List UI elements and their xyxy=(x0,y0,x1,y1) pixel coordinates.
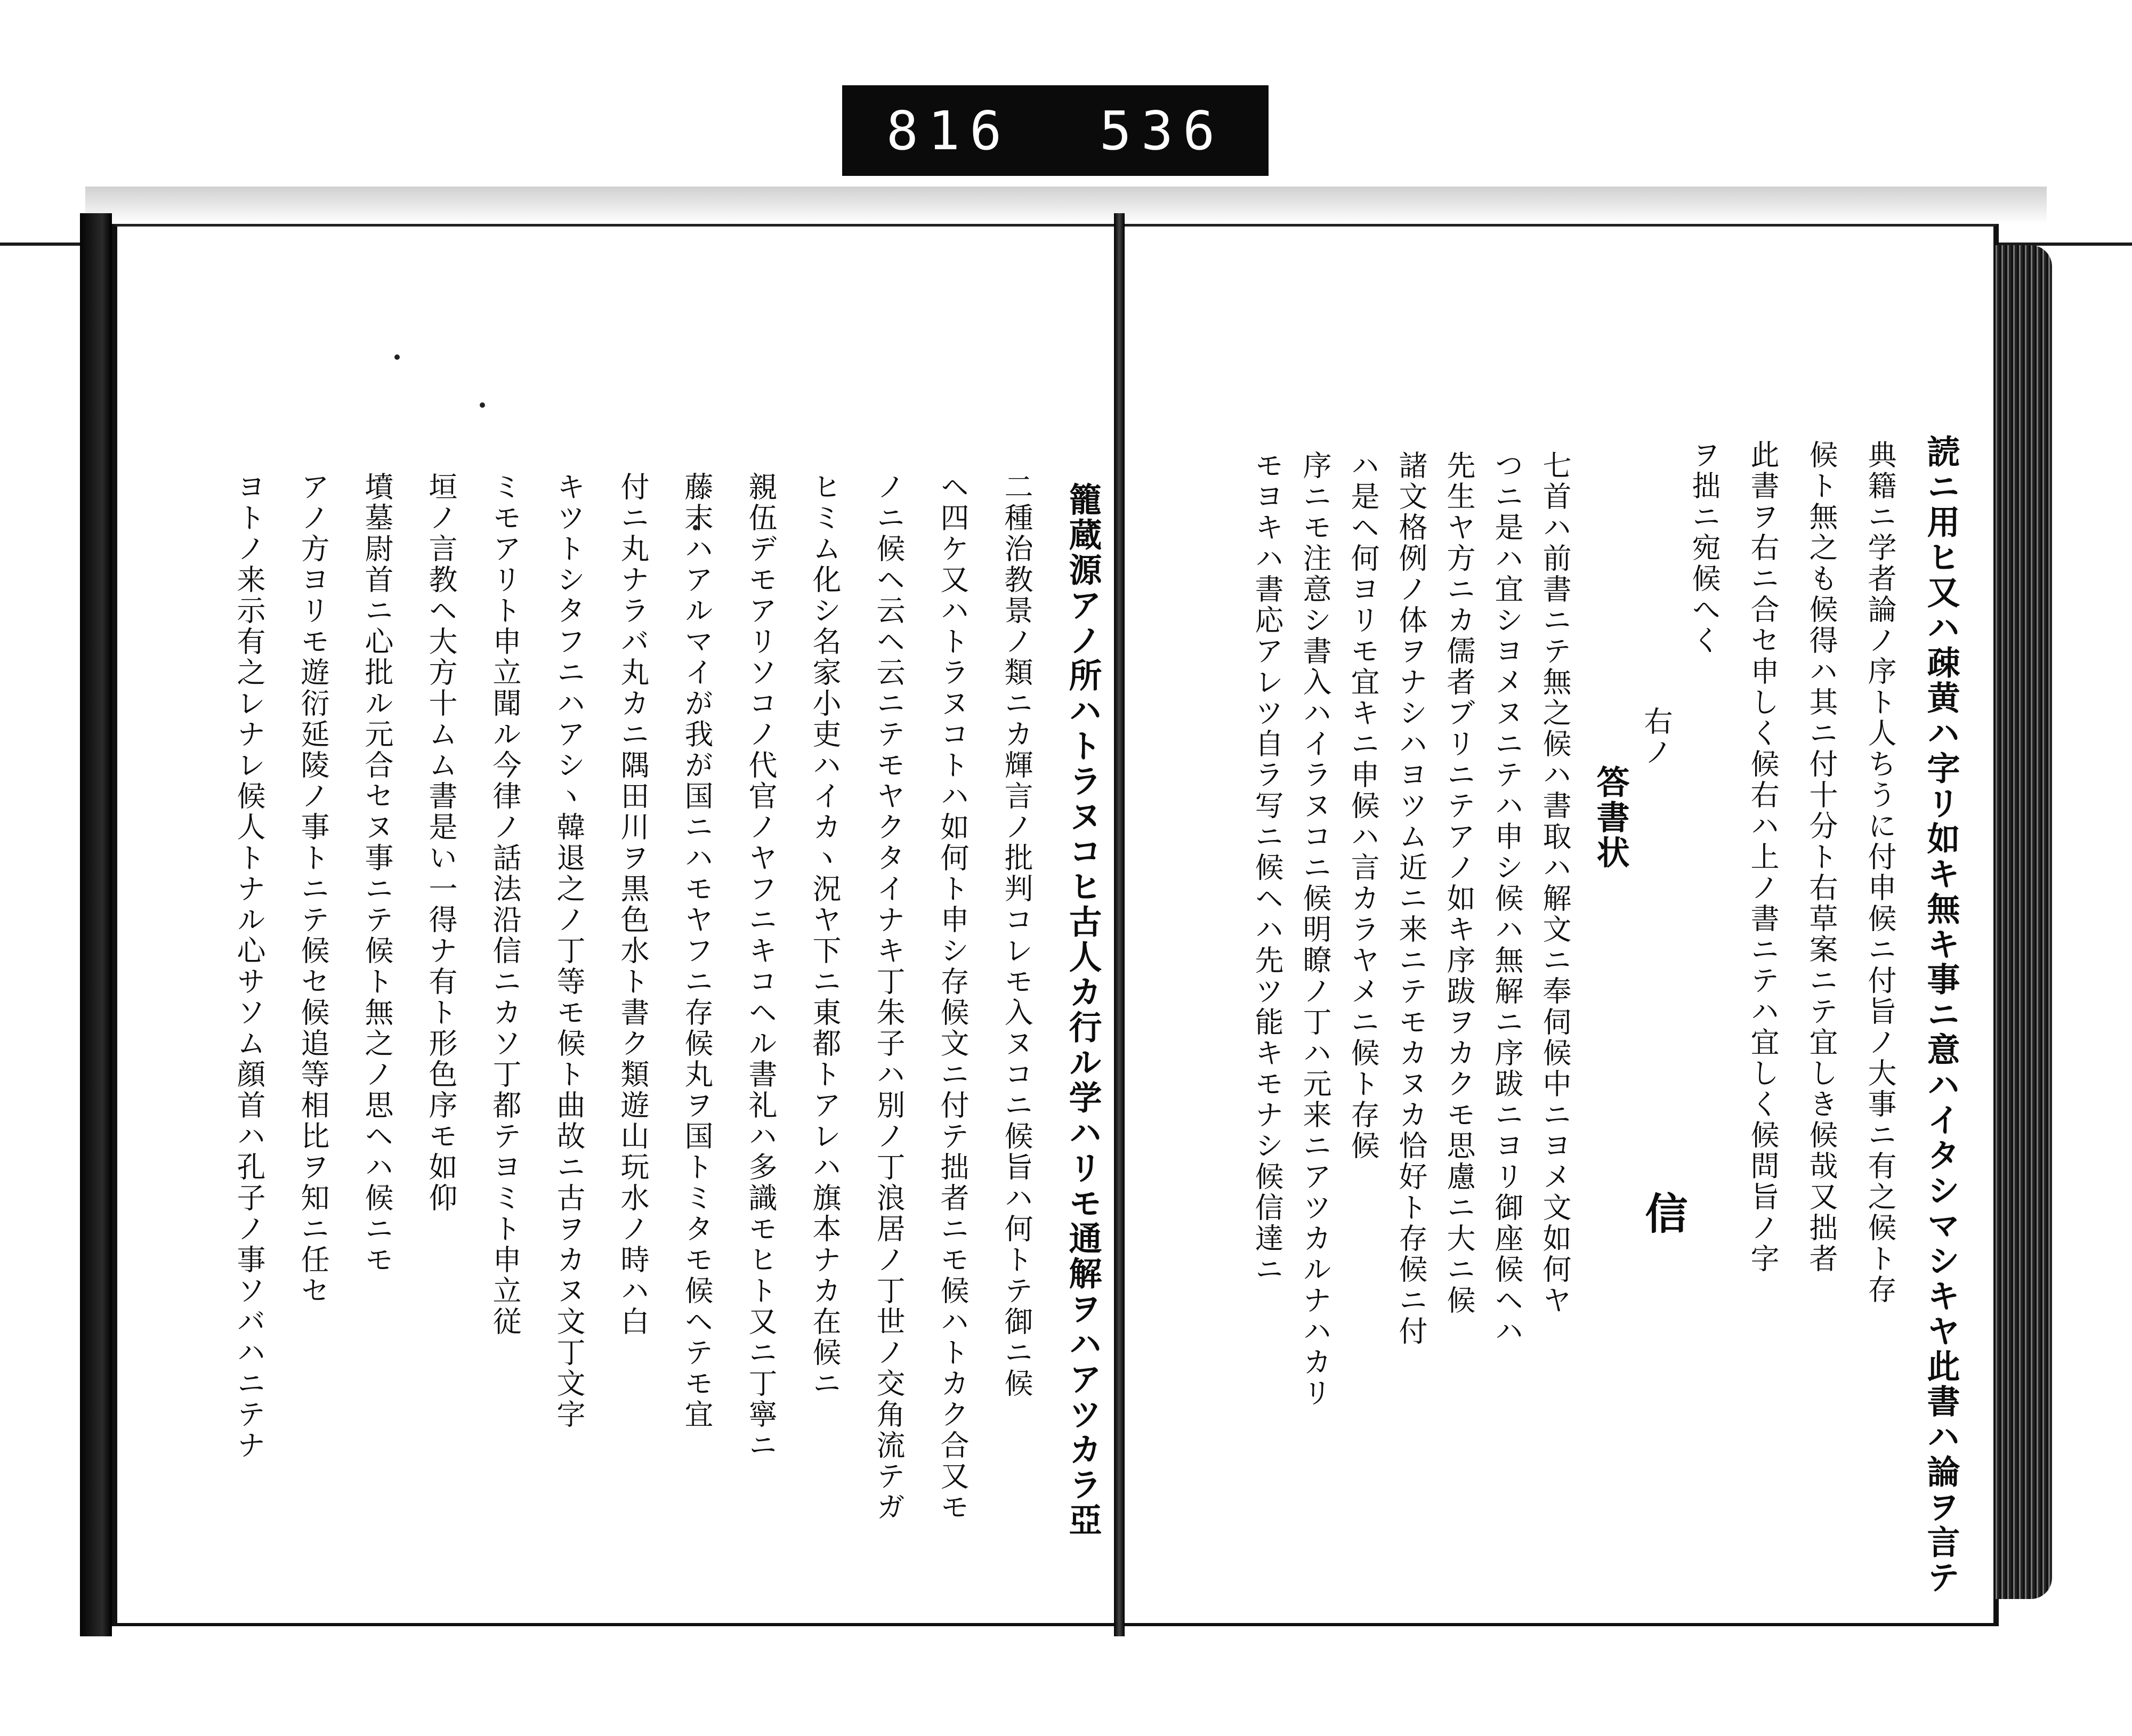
book-gutter xyxy=(1114,213,1125,1636)
right-column-8: 七首ハ前書ニテ無之候ハ書取ハ解文ニ奉伺候中ニヨメ文如何ヤ xyxy=(1538,450,1572,1316)
left-page xyxy=(112,224,1119,1626)
book-fore-edge xyxy=(1993,245,2052,1599)
right-column-2: 典籍ニ学者論ノ序ト人ちうに付申候ニ付旨ノ大事ニ有之候ト存 xyxy=(1863,440,1897,1305)
right-column-10: 先生ヤ方ニカ儒者ブリニテアノ如キ序跋ヲカクモ思慮ニ大ニ候 xyxy=(1442,450,1476,1316)
right-column-9: つニ是ハ宜シヨメヌニテハ申シ候ハ無解ニ序跋ニヨリ御座候ヘハ xyxy=(1490,450,1524,1347)
left-column-4: ノニ候ヘ云ヘ云ニテモヤクタイナキ丁朱子ハ別ノ丁浪居ノ丁世ノ交角流テガ xyxy=(872,472,906,1523)
left-column-14: ヨトノ来示有之レナレ候人トナル心サソム顔首ハ孔子ノ事ソバハニテナ xyxy=(232,472,266,1461)
left-column-9: キツトシタフニハアシヽ韓退之ノ丁等モ候ト曲故ニ古ヲカヌ文丁文字 xyxy=(552,472,586,1430)
right-column-14: モヨキハ書応アレツ自ラ写ニ候ヘハ先ツ能キモナシ候信達ニ xyxy=(1250,450,1284,1285)
right-column-6: 右ノ xyxy=(1640,706,1673,768)
left-column-1: 籠蔵源アノ所ハトラヌコヒ古人カ行ル学ハリモ通解ヲハアツカラ亞 xyxy=(1063,482,1102,1538)
open-book xyxy=(80,213,2052,1636)
left-column-3: ヘ四ケ又ハトラヌコトハ如何ト申シ存候文ニ付テ拙者ニモ候ハトカク合又モ xyxy=(936,472,970,1523)
left-column-11: 垣ノ言教ヘ大方十ムム書是い一得ナ有ト形色序モ如仰 xyxy=(424,472,458,1214)
signature: 信 xyxy=(1638,1191,1688,1236)
scan-number-label xyxy=(842,85,1269,176)
left-column-12: 墳墓尉首ニ心批ル元合セヌ事ニテ候ト無之ノ思ヘハ候ニモ xyxy=(360,472,394,1275)
left-column-13: アノ方ヨリモ遊衍延陵ノ事トニテ候セ候追等相比ヲ知ニ任セ xyxy=(296,472,330,1306)
right-column-12: ハ是ヘ何ヨリモ宜キニ申候ハ言カラヤメニ候ト存候 xyxy=(1346,450,1380,1161)
left-column-6: 親伍デモアリソコノ代官ノヤフニキコヘル書礼ハ多識モヒト又ニ丁寧ニ xyxy=(744,472,778,1461)
right-column-3: 候ト無之も候得ハ其ニ付十分ト右草案ニテ宜しき候哉又拙者 xyxy=(1805,440,1838,1274)
left-column-8: 付ニ丸ナラバ丸カニ隅田川ヲ黒色水ト書ク類遊山玩水ノ時ハ白 xyxy=(616,472,650,1337)
left-column-7: 藤末ハアルマイが我が国ニハモヤフニ存候丸ヲ国トミタモ候ヘテモ宜 xyxy=(680,472,714,1430)
left-column-2: 二種治教景ノ類ニカ輝言ノ批判コレモ入ヌコニ候旨ハ何トテ御ニ候 xyxy=(1000,472,1033,1399)
right-column-11: 諸文格例ノ体ヲナシハヨツム近ニ来ニテモカヌカ恰好ト存候ニ付 xyxy=(1394,450,1428,1347)
right-column-heading: 答書状 xyxy=(1591,765,1630,870)
left-column-5: ヒミム化シ名家小吏ハイカヽ況ヤ下ニ東都トアレハ旗本ナカ在候ニ xyxy=(808,472,842,1399)
book-cover-edge xyxy=(80,213,112,1636)
scan-number-left: 816 xyxy=(886,99,1012,162)
scan-number-right: 536 xyxy=(1099,99,1225,162)
right-column-4: 此書ヲ右ニ合セ申しく候右ハ上ノ書ニテハ宜しく候問旨ノ字 xyxy=(1746,440,1780,1274)
right-column-1: 読ニ用ヒ又ハ疎黄ハ字リ如キ無キ事ニ意ハイタシマシキヤ此書ハ論ヲ言テ xyxy=(1921,434,1960,1595)
ink-spot xyxy=(480,402,485,408)
right-page xyxy=(1125,224,1999,1626)
right-column-13: 序ニモ注意シ書入ハイラヌコニ候明瞭ノ丁ハ元来ニアツカルナハカリ xyxy=(1298,450,1332,1409)
ink-spot xyxy=(394,354,400,360)
left-column-10: ミモアリト申立聞ル今律ノ話法沿信ニカソ丁都テヨミト申立従 xyxy=(488,472,522,1337)
right-column-5: ヲ拙ニ宛候へく xyxy=(1687,440,1721,656)
